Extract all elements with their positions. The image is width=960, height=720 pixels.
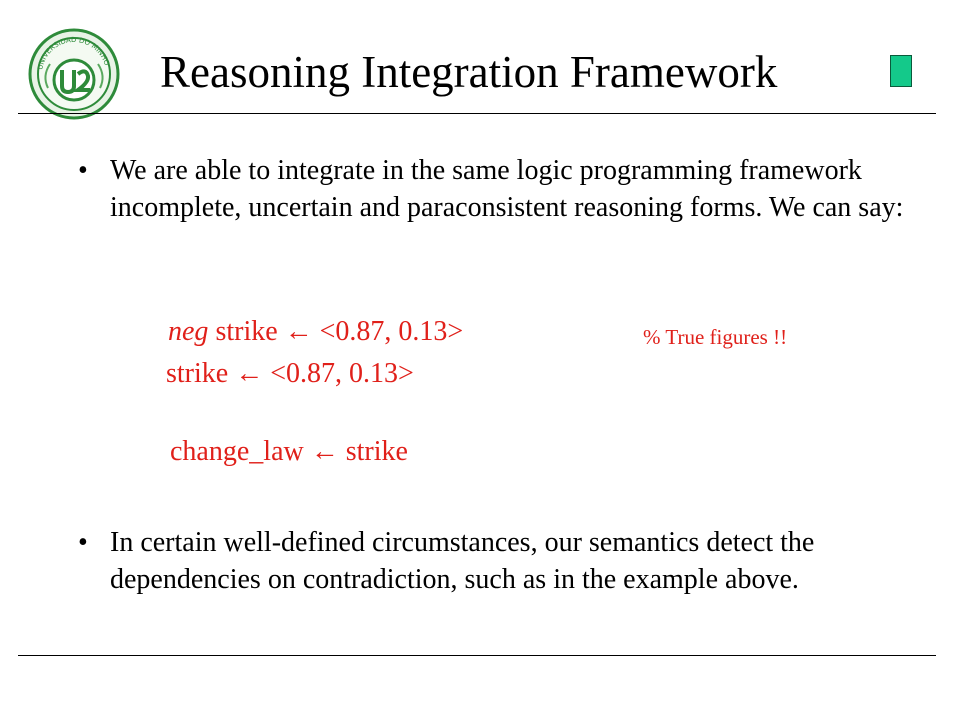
bullet-icon: • [78,155,88,186]
bullet-text-1: We are able to integrate in the same logic programming framework incomplete, uncertain and paraconsistent reasoning forms. We can say: [110,155,904,223]
slide-title: Reasoning Integration Framework [160,47,778,97]
bullet-icon: • [78,527,88,558]
code-line-3: change_law ← strike [170,436,408,467]
code-line-1-rest: strike ← <0.87, 0.13> [208,316,464,347]
code-line-1 [168,314,463,350]
code-line-1-keyword: neg [168,316,209,347]
bottom-divider [18,655,936,656]
green-square-icon[interactable] [890,55,912,87]
university-logo [28,28,120,120]
code-comment: % True figures !! [643,325,788,349]
logo-text: UNIVERSIDAD DO MINHO [36,35,111,71]
code-line-2: strike ← <0.87, 0.13> [166,358,414,389]
bullet-item-1 [78,152,928,226]
bullet-item-2 [78,524,928,598]
top-divider [18,113,936,114]
university-seal-icon [28,28,120,120]
bullet-text-2: In certain well-defined circumstances, our semantics detect the dependencies on contradiction, such as in the example above. [110,527,815,595]
